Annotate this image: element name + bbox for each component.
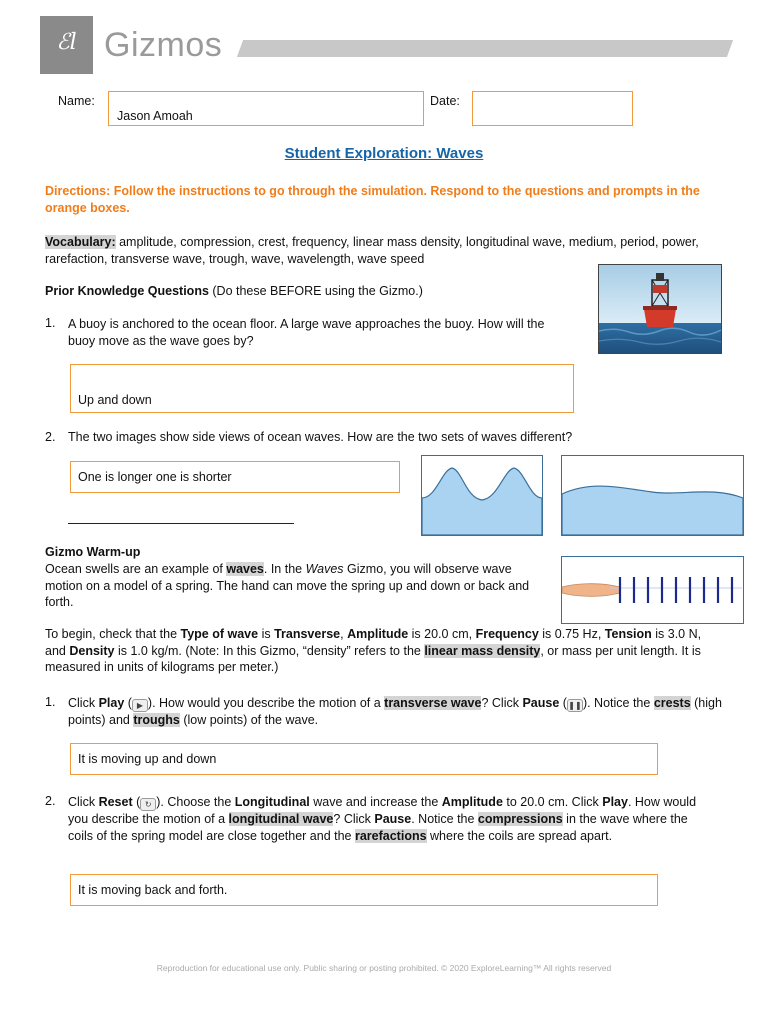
text-run: in the wave where the coils of the spring model are close together and the xyxy=(68,812,688,843)
text-run: . In the xyxy=(263,562,306,576)
date-field[interactable] xyxy=(472,91,633,126)
vocabulary-text: amplitude, compression, crest, frequency, linear mass density, longitudinal wave, medium, period, power, rarefaction, transverse wave, trough, wave, wavelength, wave speed xyxy=(45,235,699,266)
term: Tension xyxy=(604,627,652,641)
prior-q1-answer: Up and down xyxy=(78,392,152,407)
text-run: where the coils are spread apart. xyxy=(426,828,613,843)
vocabulary-label: Vocabulary: xyxy=(45,235,116,249)
date-label: Date: xyxy=(430,94,460,108)
prior-note: (Do these BEFORE using the Gizmo.) xyxy=(208,284,423,298)
prior-q1-answer-box[interactable] xyxy=(70,364,574,413)
name-value: Jason Amoah xyxy=(117,109,193,123)
directions: Directions: Follow the instructions to go through the simulation. Respond to the questions and prompts in the orange boxes. xyxy=(45,184,700,215)
q1-text xyxy=(68,695,728,729)
vocabulary xyxy=(45,234,725,267)
answer-line xyxy=(68,523,294,524)
q2-answer: It is moving back and forth. xyxy=(78,883,228,897)
name-field[interactable] xyxy=(108,91,424,126)
text-run: is 1.0 kg/m. (Note: In this Gizmo, “density” refers to the xyxy=(114,643,425,658)
text-run: ( xyxy=(559,696,567,710)
text-run: , xyxy=(340,627,348,641)
text-run: is 3.0 N, and xyxy=(45,627,702,658)
term-longitudinal-wave: longitudinal wave xyxy=(228,812,334,826)
text-run: . How would you describe the motion of a xyxy=(68,795,697,826)
text-run: Gizmo, you will observe wave motion on a model of a spring. The hand can move the spring up and down or back and forth. xyxy=(45,562,530,609)
text-run: wave and increase the xyxy=(309,795,442,809)
text-run: ? xyxy=(481,696,492,710)
prior-q2-answer: One is longer one is shorter xyxy=(78,470,232,484)
tall-waves-image xyxy=(421,455,543,536)
text-run: ( xyxy=(132,795,141,809)
prior-heading: Prior Knowledge Questions xyxy=(45,284,209,298)
term: Density xyxy=(69,643,115,658)
term-linear-mass-density: linear mass density xyxy=(424,643,541,658)
term-pause: Pause xyxy=(522,696,560,710)
text-run: (low points) of the wave. xyxy=(179,713,319,727)
text-run: . Notice the xyxy=(411,812,478,826)
term: Frequency xyxy=(475,627,539,641)
q2-text xyxy=(68,794,713,844)
text-run: is xyxy=(258,627,275,641)
long-waves-image xyxy=(561,455,744,536)
text-run: Ocean swells are an example of xyxy=(45,562,227,576)
text-run: ). How would you describe the motion of a xyxy=(147,696,385,710)
text-run: Click xyxy=(491,696,523,710)
q1-number: 1. xyxy=(45,695,56,709)
text-run: is 0.75 Hz, xyxy=(538,627,605,641)
text-run: ). Choose the xyxy=(156,795,235,809)
prior-q1-text: A buoy is anchored to the ocean floor. A large wave approaches the buoy. How will the buoy move as the wave goes by? xyxy=(68,317,545,348)
footer: Reproduction for educational use only. Public sharing or posting prohibited. © 2020 ExploreLearning™ All rights reserved xyxy=(156,963,612,973)
term-transverse-wave: transverse wave xyxy=(384,696,482,710)
q1-answer: It is moving up and down xyxy=(78,752,217,766)
spring-model-image xyxy=(561,556,744,624)
text-run: to 20.0 cm. Click xyxy=(502,795,603,809)
term: Transverse xyxy=(274,627,341,641)
q2-answer-box[interactable] xyxy=(70,874,658,906)
term-reset: Reset xyxy=(98,795,133,809)
text-run: , or mass per unit length. It is measured in units of kilograms per meter.) xyxy=(45,643,701,674)
term-waves: waves xyxy=(226,562,264,576)
text-run: ? Click xyxy=(333,812,375,826)
text-run: ). Notice the xyxy=(582,696,654,710)
term-amplitude: Amplitude xyxy=(441,795,503,809)
prior-knowledge-heading xyxy=(45,283,585,300)
term-play: Play xyxy=(602,795,628,809)
text-run: To begin, check that the xyxy=(45,627,181,641)
q1-answer-box[interactable] xyxy=(70,743,658,775)
prior-q2-number: 2. xyxy=(45,430,56,444)
text-run: Click xyxy=(68,696,99,710)
header-bar xyxy=(237,40,733,57)
term-rarefactions: rarefactions xyxy=(354,828,427,843)
page-title: Student Exploration: Waves xyxy=(284,145,484,162)
reset-icon: ↻ xyxy=(140,798,156,811)
pause-icon: ❚❚ xyxy=(568,701,582,710)
play-icon: ▶ xyxy=(132,699,148,712)
term: Amplitude xyxy=(347,627,409,641)
term-play: Play xyxy=(98,696,125,710)
gizmo-name: Waves xyxy=(305,562,344,576)
gizmos-logo xyxy=(40,16,93,74)
term-compressions: compressions xyxy=(477,812,563,826)
logo-glyph: ℰl xyxy=(56,30,77,55)
term-troughs: troughs xyxy=(133,713,180,727)
brand-name: Gizmos xyxy=(104,26,223,64)
text-run: Click xyxy=(68,795,99,809)
text-run: (high points) and xyxy=(68,696,722,727)
text-run: is 20.0 cm, xyxy=(408,627,476,641)
term: Type of wave xyxy=(180,627,259,641)
warmup-paragraph-2 xyxy=(45,626,725,676)
text-run: ( xyxy=(124,696,132,710)
term-crests: crests xyxy=(653,696,691,710)
q2-number: 2. xyxy=(45,794,56,808)
prior-q1-number: 1. xyxy=(45,316,56,330)
buoy-image xyxy=(598,264,722,354)
prior-q2-answer-box[interactable] xyxy=(70,461,400,493)
warmup-paragraph-1 xyxy=(45,561,535,611)
name-label: Name: xyxy=(58,94,95,108)
prior-q2-text: The two images show side views of ocean waves. How are the two sets of waves different? xyxy=(68,430,573,444)
term-longitudinal: Longitudinal xyxy=(234,795,310,809)
term-pause: Pause xyxy=(374,812,412,826)
warmup-heading: Gizmo Warm-up xyxy=(45,545,141,559)
